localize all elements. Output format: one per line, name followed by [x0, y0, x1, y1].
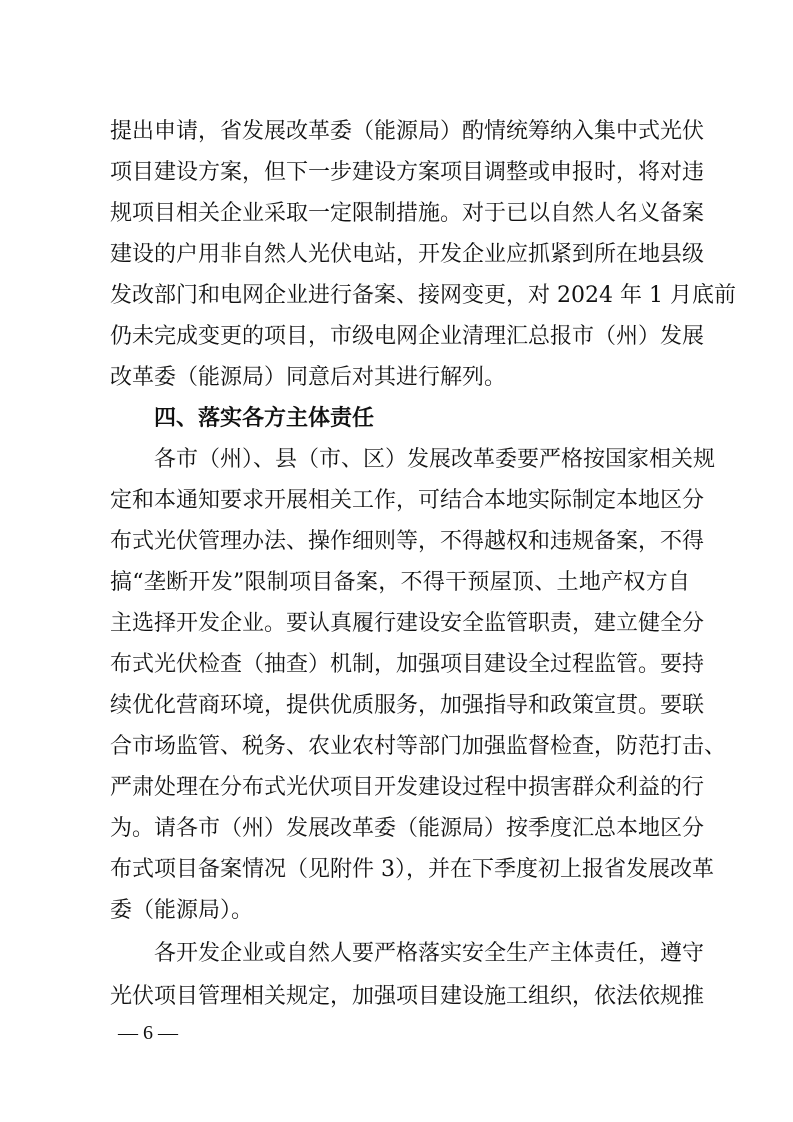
paragraph-1-line-6: 仍未完成变更的项目，市级电网企业清理汇总报市（州）发展 [110, 324, 705, 349]
paragraph-2-line-9: 严肃处理在分布式光伏项目开发建设过程中损害群众利益的行 [110, 775, 705, 800]
paragraph-3-line-1: 各开发企业或自然人要严格落实安全生产主体责任，遵守 [154, 941, 705, 966]
paragraph-2-line-4: 搞“垄断开发”限制项目备案，不得干预屋顶、土地产权方自 [110, 570, 690, 595]
paragraph-2-line-10: 为。请各市（州）发展改革委（能源局）按季度汇总本地区分 [110, 816, 705, 841]
paragraph-2-line-11: 布式项目备案情况（见附件 3），并在下季度初上报省发展改革 [110, 857, 714, 882]
section-heading: 四、落实各方主体责任 [154, 406, 375, 431]
paragraph-2-line-5: 主选择开发企业。要认真履行建设安全监管职责，建立健全分 [110, 611, 705, 636]
paragraph-2-line-3: 布式光伏管理办法、操作细则等，不得越权和违规备案，不得 [110, 529, 705, 554]
paragraph-2-line-12: 委（能源局）。 [110, 898, 254, 923]
paragraph-2-line-6: 布式光伏检查（抽查）机制，加强项目建设全过程监管。要持 [110, 652, 705, 677]
paragraph-2-line-2: 定和本通知要求开展相关工作，可结合本地实际制定本地区分 [110, 488, 705, 513]
page-number: — 6 — [118, 1022, 178, 1044]
paragraph-1-line-4: 建设的户用非自然人光伏电站，开发企业应抓紧到所在地县级 [110, 242, 705, 267]
paragraph-1-line-3: 规项目相关企业采取一定限制措施。对于已以自然人名义备案 [110, 201, 705, 226]
paragraph-2-line-8: 合市场监管、税务、农业农村等部门加强监督检查，防范打击、 [110, 734, 727, 759]
paragraph-1-line-7: 改革委（能源局）同意后对其进行解列。 [110, 365, 507, 390]
paragraph-3-line-2: 光伏项目管理相关规定，加强项目建设施工组织，依法依规推 [110, 984, 705, 1009]
paragraph-2-line-1: 各市（州）、县（市、区）发展改革委要严格按国家相关规 [154, 447, 716, 472]
paragraph-1-line-1: 提出申请，省发展改革委（能源局）酌情统筹纳入集中式光伏 [110, 119, 705, 144]
paragraph-2-line-7: 续优化营商环境，提供优质服务，加强指导和政策宣贯。要联 [110, 693, 705, 718]
paragraph-1-line-2: 项目建设方案，但下一步建设方案项目调整或申报时，将对违 [110, 160, 705, 185]
paragraph-1-line-5: 发改部门和电网企业进行备案、接网变更，对 2024 年 1 月底前 [110, 283, 736, 308]
